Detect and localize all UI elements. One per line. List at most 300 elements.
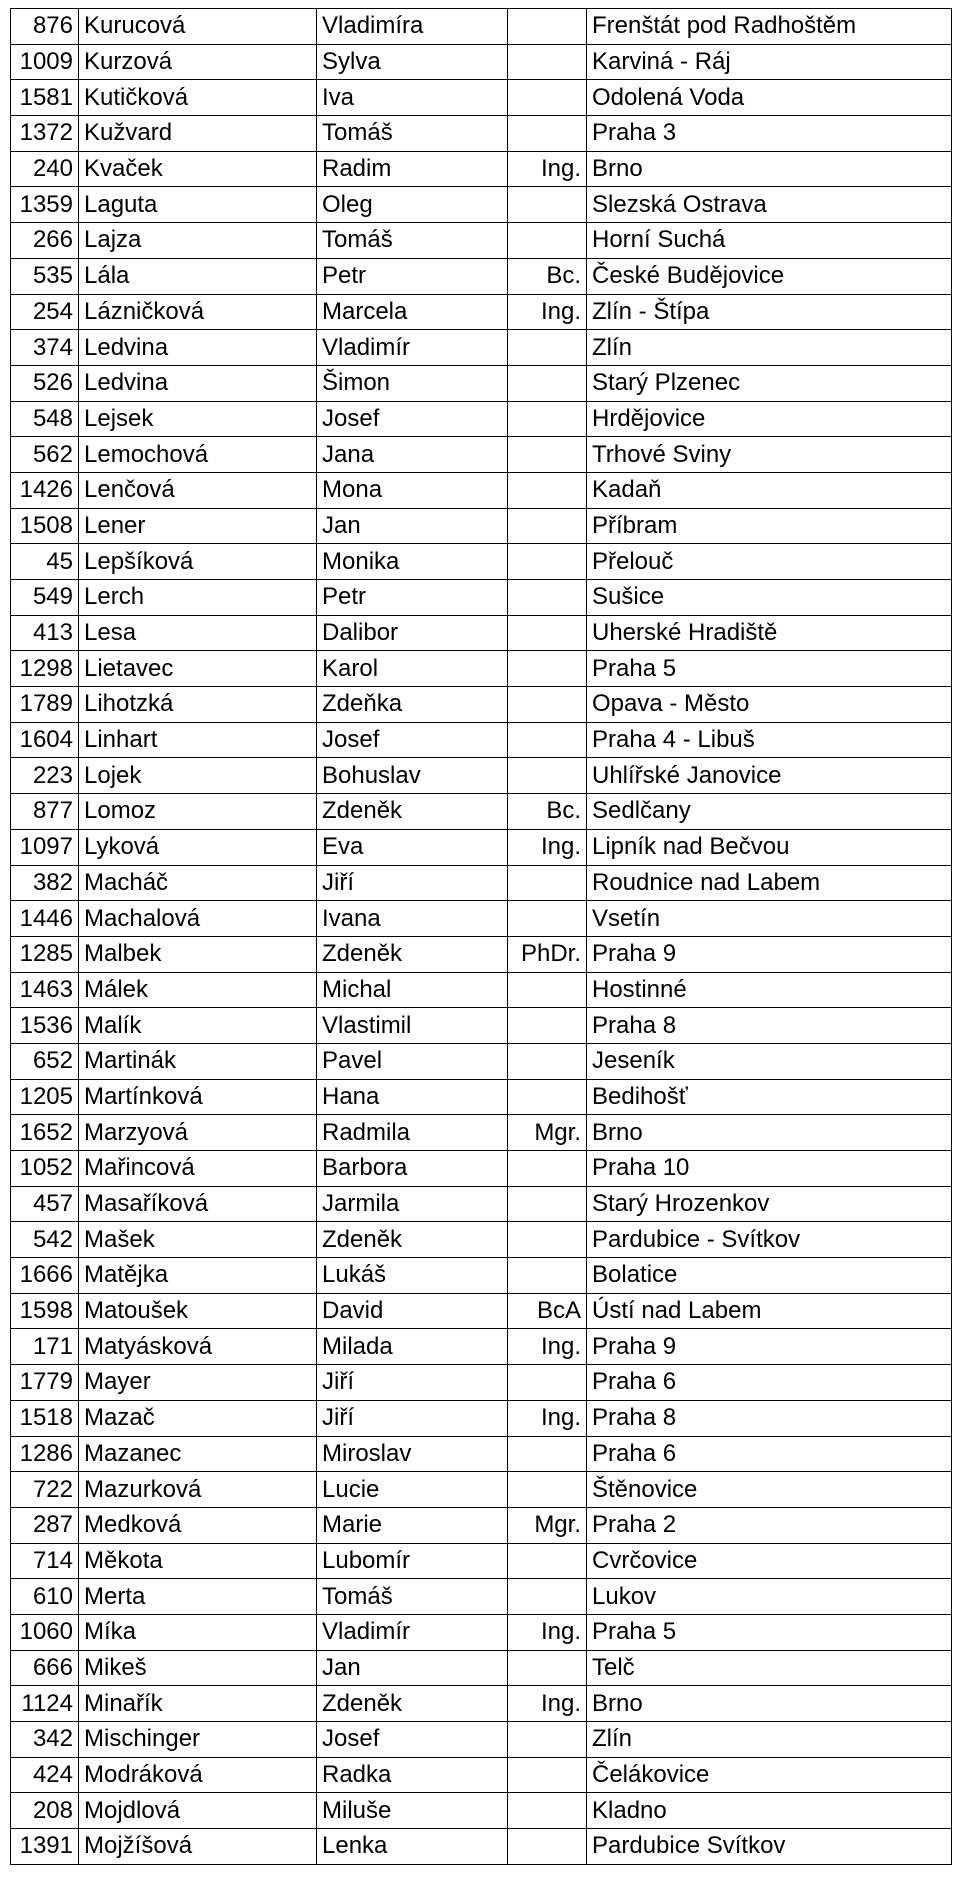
cell-last-name: Lejsek <box>79 401 317 437</box>
cell-first-name: Ivana <box>317 901 508 937</box>
table-row <box>11 116 952 152</box>
cell-first-name: Sylva <box>317 44 508 80</box>
cell-id: 610 <box>11 1579 79 1615</box>
table-row <box>11 1079 952 1115</box>
table-row <box>11 1222 952 1258</box>
cell-last-name: Kutičková <box>79 80 317 116</box>
cell-id: 171 <box>11 1329 79 1365</box>
cell-city: Pardubice - Svítkov <box>587 1222 952 1258</box>
cell-city: Praha 3 <box>587 116 952 152</box>
cell-last-name: Merta <box>79 1579 317 1615</box>
cell-first-name: Miroslav <box>317 1436 508 1472</box>
cell-city: Praha 8 <box>587 1008 952 1044</box>
cell-last-name: Lietavec <box>79 651 317 687</box>
cell-city: Sušice <box>587 580 952 616</box>
cell-first-name: Zdeňka <box>317 687 508 723</box>
cell-last-name: Lihotzká <box>79 687 317 723</box>
cell-title <box>508 472 587 508</box>
cell-last-name: Machalová <box>79 901 317 937</box>
cell-last-name: Lázničková <box>79 294 317 330</box>
cell-last-name: Lerch <box>79 580 317 616</box>
table-row <box>11 1151 952 1187</box>
cell-city: Starý Hrozenkov <box>587 1186 952 1222</box>
cell-id: 1372 <box>11 116 79 152</box>
cell-last-name: Mojžíšová <box>79 1829 317 1865</box>
cell-last-name: Malík <box>79 1008 317 1044</box>
cell-city: Telč <box>587 1650 952 1686</box>
cell-first-name: Pavel <box>317 1043 508 1079</box>
cell-city: Cvrčovice <box>587 1543 952 1579</box>
cell-title <box>508 1365 587 1401</box>
cell-first-name: Oleg <box>317 187 508 223</box>
cell-last-name: Laguta <box>79 187 317 223</box>
cell-title <box>508 1079 587 1115</box>
cell-last-name: Kužvard <box>79 116 317 152</box>
cell-title <box>508 330 587 366</box>
cell-city: Uherské Hradiště <box>587 615 952 651</box>
cell-title: Ing. <box>508 294 587 330</box>
cell-title <box>508 80 587 116</box>
cell-id: 1426 <box>11 472 79 508</box>
cell-title <box>508 401 587 437</box>
cell-city: Sedlčany <box>587 794 952 830</box>
table-row <box>11 1829 952 1865</box>
cell-first-name: Vladimír <box>317 1614 508 1650</box>
cell-first-name: Jiří <box>317 1400 508 1436</box>
cell-id: 652 <box>11 1043 79 1079</box>
cell-first-name: Jan <box>317 1650 508 1686</box>
cell-title <box>508 758 587 794</box>
cell-city: České Budějovice <box>587 258 952 294</box>
cell-first-name: Eva <box>317 829 508 865</box>
table-row <box>11 651 952 687</box>
cell-id: 254 <box>11 294 79 330</box>
cell-first-name: Lukáš <box>317 1258 508 1294</box>
table-row <box>11 1686 952 1722</box>
cell-title <box>508 972 587 1008</box>
cell-id: 424 <box>11 1757 79 1793</box>
table-row <box>11 9 952 45</box>
cell-title <box>508 365 587 401</box>
table-row <box>11 187 952 223</box>
cell-id: 1285 <box>11 936 79 972</box>
cell-title: Bc. <box>508 794 587 830</box>
cell-city: Jeseník <box>587 1043 952 1079</box>
cell-last-name: Málek <box>79 972 317 1008</box>
table-row <box>11 294 952 330</box>
table-row <box>11 1614 952 1650</box>
cell-last-name: Martinák <box>79 1043 317 1079</box>
cell-title <box>508 865 587 901</box>
cell-first-name: Jarmila <box>317 1186 508 1222</box>
cell-title <box>508 1043 587 1079</box>
cell-last-name: Lesa <box>79 615 317 651</box>
cell-title <box>508 187 587 223</box>
cell-title <box>508 508 587 544</box>
cell-last-name: Mazurková <box>79 1472 317 1508</box>
cell-city: Starý Plzenec <box>587 365 952 401</box>
table-row <box>11 580 952 616</box>
cell-title: Ing. <box>508 1614 587 1650</box>
cell-id: 223 <box>11 758 79 794</box>
cell-city: Hrdějovice <box>587 401 952 437</box>
cell-last-name: Mařincová <box>79 1151 317 1187</box>
cell-title: Ing. <box>508 1329 587 1365</box>
table-row <box>11 936 952 972</box>
table-row <box>11 508 952 544</box>
table-row <box>11 223 952 259</box>
cell-first-name: David <box>317 1293 508 1329</box>
cell-id: 1536 <box>11 1008 79 1044</box>
cell-last-name: Lomoz <box>79 794 317 830</box>
cell-id: 1097 <box>11 829 79 865</box>
cell-title: Ing. <box>508 829 587 865</box>
table-row <box>11 1115 952 1151</box>
cell-id: 548 <box>11 401 79 437</box>
cell-city: Zlín <box>587 1722 952 1758</box>
cell-city: Praha 8 <box>587 1400 952 1436</box>
cell-city: Lipník nad Bečvou <box>587 829 952 865</box>
cell-id: 1052 <box>11 1151 79 1187</box>
table-row <box>11 401 952 437</box>
cell-city: Brno <box>587 1686 952 1722</box>
cell-id: 45 <box>11 544 79 580</box>
cell-last-name: Mazač <box>79 1400 317 1436</box>
cell-title <box>508 722 587 758</box>
cell-city: Uhlířské Janovice <box>587 758 952 794</box>
cell-city: Horní Suchá <box>587 223 952 259</box>
cell-first-name: Lucie <box>317 1472 508 1508</box>
cell-first-name: Michal <box>317 972 508 1008</box>
cell-city: Praha 6 <box>587 1365 952 1401</box>
cell-last-name: Lener <box>79 508 317 544</box>
cell-first-name: Josef <box>317 722 508 758</box>
cell-city: Zlín - Štípa <box>587 294 952 330</box>
cell-city: Karviná - Ráj <box>587 44 952 80</box>
cell-city: Čelákovice <box>587 1757 952 1793</box>
cell-title <box>508 651 587 687</box>
cell-last-name: Minařík <box>79 1686 317 1722</box>
cell-id: 1286 <box>11 1436 79 1472</box>
cell-last-name: Lála <box>79 258 317 294</box>
cell-first-name: Karol <box>317 651 508 687</box>
table-row <box>11 1543 952 1579</box>
table-row <box>11 615 952 651</box>
cell-last-name: Mayer <box>79 1365 317 1401</box>
cell-title <box>508 901 587 937</box>
cell-last-name: Martínková <box>79 1079 317 1115</box>
cell-city: Praha 10 <box>587 1151 952 1187</box>
cell-title: PhDr. <box>508 936 587 972</box>
cell-title <box>508 437 587 473</box>
cell-first-name: Miluše <box>317 1793 508 1829</box>
table-row <box>11 258 952 294</box>
cell-id: 457 <box>11 1186 79 1222</box>
cell-last-name: Ledvina <box>79 330 317 366</box>
cell-first-name: Josef <box>317 1722 508 1758</box>
table-body <box>11 9 952 1865</box>
cell-id: 549 <box>11 580 79 616</box>
cell-city: Hostinné <box>587 972 952 1008</box>
table-row <box>11 829 952 865</box>
cell-id: 287 <box>11 1507 79 1543</box>
cell-title <box>508 1829 587 1865</box>
cell-id: 374 <box>11 330 79 366</box>
table-row <box>11 365 952 401</box>
cell-id: 542 <box>11 1222 79 1258</box>
cell-last-name: Mikeš <box>79 1650 317 1686</box>
cell-title <box>508 223 587 259</box>
cell-id: 1463 <box>11 972 79 1008</box>
cell-first-name: Mona <box>317 472 508 508</box>
cell-first-name: Marcela <box>317 294 508 330</box>
table-row <box>11 1722 952 1758</box>
cell-city: Praha 5 <box>587 651 952 687</box>
cell-id: 1666 <box>11 1258 79 1294</box>
cell-last-name: Matějka <box>79 1258 317 1294</box>
cell-title <box>508 1543 587 1579</box>
table-row <box>11 1186 952 1222</box>
cell-last-name: Matyásková <box>79 1329 317 1365</box>
cell-city: Lukov <box>587 1579 952 1615</box>
cell-first-name: Radka <box>317 1757 508 1793</box>
cell-id: 562 <box>11 437 79 473</box>
table-row <box>11 972 952 1008</box>
cell-last-name: Měkota <box>79 1543 317 1579</box>
cell-first-name: Zdeněk <box>317 936 508 972</box>
cell-title: Mgr. <box>508 1115 587 1151</box>
cell-title <box>508 1722 587 1758</box>
cell-id: 722 <box>11 1472 79 1508</box>
cell-city: Štěnovice <box>587 1472 952 1508</box>
table-row <box>11 151 952 187</box>
cell-first-name: Zdeněk <box>317 1686 508 1722</box>
cell-id: 413 <box>11 615 79 651</box>
cell-city: Odolená Voda <box>587 80 952 116</box>
cell-title <box>508 580 587 616</box>
table-row <box>11 1650 952 1686</box>
cell-last-name: Mašek <box>79 1222 317 1258</box>
cell-id: 666 <box>11 1650 79 1686</box>
cell-city: Praha 2 <box>587 1507 952 1543</box>
cell-last-name: Macháč <box>79 865 317 901</box>
cell-id: 240 <box>11 151 79 187</box>
table-row <box>11 794 952 830</box>
table-row <box>11 1472 952 1508</box>
cell-city: Ústí nad Labem <box>587 1293 952 1329</box>
cell-city: Praha 9 <box>587 1329 952 1365</box>
cell-first-name: Marie <box>317 1507 508 1543</box>
cell-title <box>508 544 587 580</box>
cell-city: Praha 6 <box>587 1436 952 1472</box>
cell-id: 1652 <box>11 1115 79 1151</box>
cell-id: 1779 <box>11 1365 79 1401</box>
cell-last-name: Mazanec <box>79 1436 317 1472</box>
cell-first-name: Zdeněk <box>317 794 508 830</box>
table-row <box>11 1258 952 1294</box>
cell-id: 1446 <box>11 901 79 937</box>
table-row <box>11 1043 952 1079</box>
cell-first-name: Jiří <box>317 865 508 901</box>
cell-first-name: Jan <box>317 508 508 544</box>
cell-first-name: Iva <box>317 80 508 116</box>
cell-last-name: Kvaček <box>79 151 317 187</box>
cell-id: 877 <box>11 794 79 830</box>
cell-city: Praha 5 <box>587 1614 952 1650</box>
cell-first-name: Hana <box>317 1079 508 1115</box>
cell-last-name: Masaříková <box>79 1186 317 1222</box>
table-row <box>11 330 952 366</box>
cell-id: 714 <box>11 1543 79 1579</box>
cell-last-name: Lojek <box>79 758 317 794</box>
cell-last-name: Linhart <box>79 722 317 758</box>
cell-title <box>508 1757 587 1793</box>
cell-first-name: Jiří <box>317 1365 508 1401</box>
cell-first-name: Zdeněk <box>317 1222 508 1258</box>
cell-city: Frenštát pod Radhoštěm <box>587 9 952 45</box>
cell-id: 1205 <box>11 1079 79 1115</box>
table-row <box>11 44 952 80</box>
cell-title <box>508 1151 587 1187</box>
cell-title: BcA <box>508 1293 587 1329</box>
cell-title <box>508 44 587 80</box>
cell-last-name: Kurucová <box>79 9 317 45</box>
cell-id: 1518 <box>11 1400 79 1436</box>
table-row <box>11 1507 952 1543</box>
table-row <box>11 437 952 473</box>
table-row <box>11 1365 952 1401</box>
cell-city: Vsetín <box>587 901 952 937</box>
cell-id: 1060 <box>11 1614 79 1650</box>
cell-city: Bedihošť <box>587 1079 952 1115</box>
cell-id: 1298 <box>11 651 79 687</box>
cell-last-name: Mischinger <box>79 1722 317 1758</box>
table-row <box>11 1436 952 1472</box>
cell-title <box>508 615 587 651</box>
cell-first-name: Milada <box>317 1329 508 1365</box>
table-row <box>11 1008 952 1044</box>
table-row <box>11 80 952 116</box>
cell-first-name: Vladimíra <box>317 9 508 45</box>
table-row <box>11 472 952 508</box>
cell-city: Příbram <box>587 508 952 544</box>
cell-city: Slezská Ostrava <box>587 187 952 223</box>
cell-city: Trhové Sviny <box>587 437 952 473</box>
cell-id: 266 <box>11 223 79 259</box>
cell-first-name: Petr <box>317 580 508 616</box>
cell-first-name: Radmila <box>317 1115 508 1151</box>
cell-last-name: Míka <box>79 1614 317 1650</box>
table-row <box>11 722 952 758</box>
cell-first-name: Barbora <box>317 1151 508 1187</box>
cell-id: 526 <box>11 365 79 401</box>
cell-id: 1391 <box>11 1829 79 1865</box>
cell-title <box>508 1793 587 1829</box>
cell-first-name: Bohuslav <box>317 758 508 794</box>
cell-first-name: Monika <box>317 544 508 580</box>
cell-city: Roudnice nad Labem <box>587 865 952 901</box>
cell-title <box>508 1186 587 1222</box>
cell-title <box>508 1008 587 1044</box>
cell-id: 876 <box>11 9 79 45</box>
cell-id: 342 <box>11 1722 79 1758</box>
cell-last-name: Lemochová <box>79 437 317 473</box>
cell-city: Zlín <box>587 330 952 366</box>
cell-title: Ing. <box>508 1686 587 1722</box>
table-row <box>11 1293 952 1329</box>
cell-title <box>508 1650 587 1686</box>
cell-last-name: Modráková <box>79 1757 317 1793</box>
table-row <box>11 1793 952 1829</box>
cell-first-name: Vlastimil <box>317 1008 508 1044</box>
cell-first-name: Vladimír <box>317 330 508 366</box>
cell-id: 535 <box>11 258 79 294</box>
cell-city: Pardubice Svítkov <box>587 1829 952 1865</box>
cell-id: 382 <box>11 865 79 901</box>
cell-title: Bc. <box>508 258 587 294</box>
cell-city: Brno <box>587 1115 952 1151</box>
cell-last-name: Marzyová <box>79 1115 317 1151</box>
cell-first-name: Radim <box>317 151 508 187</box>
cell-first-name: Tomáš <box>317 223 508 259</box>
cell-first-name: Dalibor <box>317 615 508 651</box>
cell-title <box>508 1222 587 1258</box>
table-row <box>11 1579 952 1615</box>
cell-id: 1581 <box>11 80 79 116</box>
cell-first-name: Šimon <box>317 365 508 401</box>
cell-id: 1124 <box>11 1686 79 1722</box>
table-row <box>11 687 952 723</box>
cell-id: 1598 <box>11 1293 79 1329</box>
cell-first-name: Tomáš <box>317 116 508 152</box>
table-row <box>11 1400 952 1436</box>
cell-first-name: Petr <box>317 258 508 294</box>
cell-first-name: Lubomír <box>317 1543 508 1579</box>
cell-city: Praha 9 <box>587 936 952 972</box>
cell-title <box>508 1472 587 1508</box>
cell-id: 1604 <box>11 722 79 758</box>
cell-title <box>508 9 587 45</box>
cell-title: Ing. <box>508 1400 587 1436</box>
cell-title: Ing. <box>508 151 587 187</box>
cell-first-name: Lenka <box>317 1829 508 1865</box>
cell-last-name: Lyková <box>79 829 317 865</box>
cell-first-name: Josef <box>317 401 508 437</box>
cell-city: Opava - Město <box>587 687 952 723</box>
table-row <box>11 758 952 794</box>
cell-id: 1009 <box>11 44 79 80</box>
participant-table <box>10 8 952 1865</box>
cell-city: Praha 4 - Libuš <box>587 722 952 758</box>
cell-id: 1508 <box>11 508 79 544</box>
cell-title <box>508 687 587 723</box>
cell-last-name: Matoušek <box>79 1293 317 1329</box>
cell-id: 1789 <box>11 687 79 723</box>
cell-last-name: Medková <box>79 1507 317 1543</box>
table-row <box>11 865 952 901</box>
cell-last-name: Lepšíková <box>79 544 317 580</box>
cell-last-name: Mojdlová <box>79 1793 317 1829</box>
cell-last-name: Lajza <box>79 223 317 259</box>
cell-first-name: Tomáš <box>317 1579 508 1615</box>
cell-city: Kladno <box>587 1793 952 1829</box>
cell-id: 208 <box>11 1793 79 1829</box>
cell-title <box>508 1258 587 1294</box>
table-row <box>11 1757 952 1793</box>
table-row <box>11 544 952 580</box>
cell-city: Brno <box>587 151 952 187</box>
cell-first-name: Jana <box>317 437 508 473</box>
